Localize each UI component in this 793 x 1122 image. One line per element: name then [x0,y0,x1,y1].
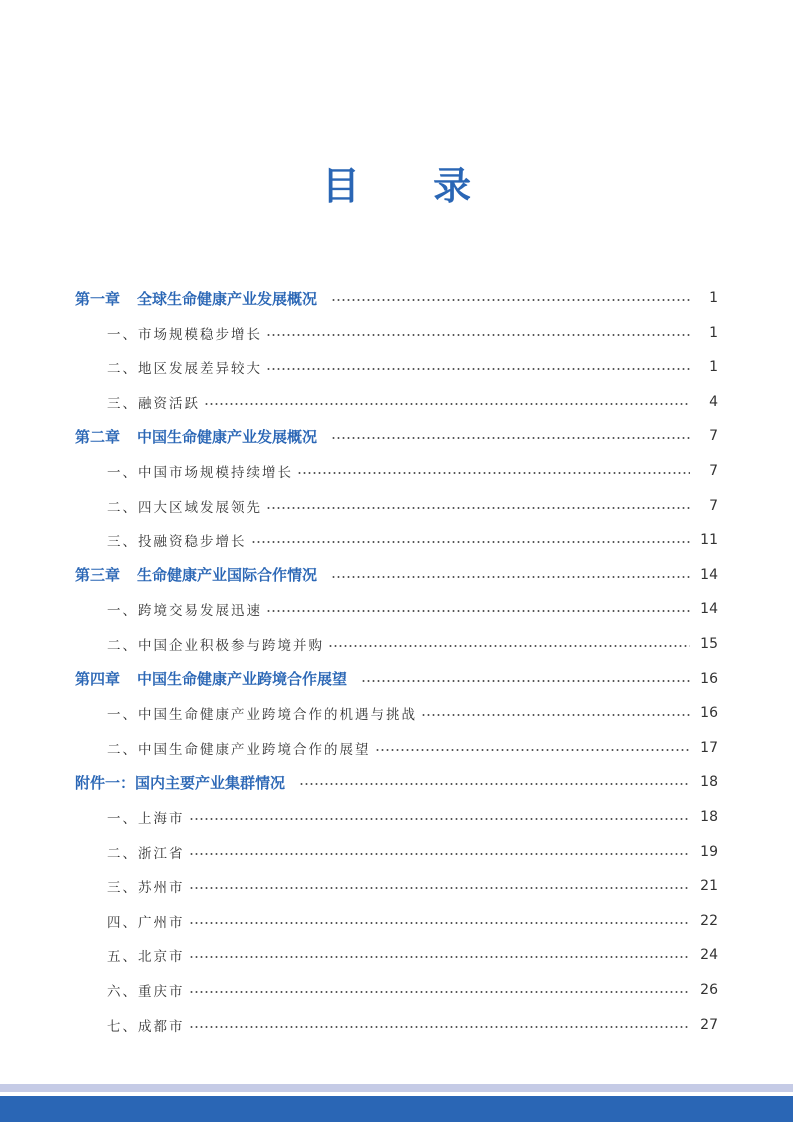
toc-section-entry[interactable] [107,316,718,350]
toc-leader-dots [266,610,690,612]
toc-section-entry[interactable] [107,938,718,972]
toc-chapter-text: 中国生命健康产业跨境合作展望 [137,670,348,689]
toc-section-entry[interactable] [107,973,718,1007]
toc-chapter-text: 生命健康产业国际合作情况 [137,566,318,585]
toc-section-entry[interactable] [107,627,718,661]
toc-chapter-entry[interactable] [75,662,718,696]
footer-band-dark [0,1096,793,1122]
toc-section-entry[interactable] [107,454,718,488]
toc-page-number: 22 [700,912,718,929]
toc-chapter-title [75,668,357,689]
toc-page-number: 1 [709,290,718,306]
toc-chapter-entry[interactable] [75,558,718,592]
toc-page-number: 21 [700,878,718,895]
footer-band-light [0,1084,793,1092]
toc-chapter-number: 第一章 [75,289,121,308]
toc-leader-dots [299,783,690,785]
toc-section-title: 一、中国市场规模持续增长 [107,465,293,481]
toc-section-title: 三、投融资稳步增长 [107,534,247,551]
toc-leader-dots [189,887,691,889]
toc-leader-dots [331,299,690,301]
toc-leader-dots [375,749,691,751]
toc-chapter-entry[interactable] [75,281,718,315]
toc-leader-dots [189,991,691,993]
toc-page-number: 15 [700,636,718,652]
toc-section-title: 五、北京市 [107,949,185,966]
toc-leader-dots [189,922,691,924]
toc-page-number: 7 [709,497,718,514]
toc-page-number: 27 [700,1016,718,1033]
toc-section-title: 一、中国生命健康产业跨境合作的机遇与挑战 [107,707,417,724]
toc-leader-dots [266,507,690,509]
toc-page-number: 7 [709,463,718,479]
toc-chapter-entry[interactable] [75,765,718,799]
toc-chapter-title [75,564,327,585]
toc-leader-dots [204,403,690,405]
toc-chapter-text: 全球生命健康产业发展概况 [137,289,318,308]
toc-section-title: 三、融资活跃 [107,395,200,412]
toc-section-title: 二、浙江省 [107,845,185,862]
toc-section-title: 四、广州市 [107,914,185,931]
toc-leader-dots [266,368,690,370]
toc-leader-dots [189,956,691,958]
toc-section-title: 一、市场规模稳步增长 [107,326,262,343]
toc-leader-dots [189,1026,691,1028]
toc-section-title: 七、成都市 [107,1018,185,1035]
toc-leader-dots [331,576,690,578]
toc-section-entry[interactable] [107,696,718,730]
toc-section-title: 二、地区发展差异较大 [107,361,262,378]
toc-leader-dots [189,818,691,820]
toc-section-entry[interactable] [107,835,718,869]
toc-chapter-text: 国内主要产业集群情况 [135,773,286,792]
toc-page-number: 14 [700,566,718,583]
toc-section-entry[interactable] [107,904,718,938]
toc-chapter-number: 第二章 [75,427,121,446]
toc-chapter-title [75,288,327,309]
toc-page-number: 14 [700,601,718,618]
toc-chapter-number: 第三章 [75,566,121,585]
toc-section-entry[interactable] [107,385,718,419]
toc-leader-dots [297,472,690,474]
toc-chapter-number: 第四章 [75,670,121,689]
toc-page-number: 26 [700,982,718,998]
toc-section-title: 三、苏州市 [107,880,185,897]
toc-leader-dots [266,334,690,336]
toc-section-entry[interactable] [107,523,718,557]
toc-section-entry[interactable] [107,800,718,834]
toc-section-entry[interactable] [107,489,718,523]
toc-leader-dots [328,645,690,647]
toc-chapter-text: 中国生命健康产业发展概况 [137,427,318,446]
toc-leader-dots [331,437,690,439]
toc-page-number: 16 [700,705,718,722]
toc-section-title: 一、跨境交易发展迅速 [107,603,262,620]
toc-page-number: 1 [709,359,718,376]
toc-chapter-title [75,772,295,793]
toc-section-entry[interactable] [107,731,718,765]
toc-section-title: 二、中国生命健康产业跨境合作的展望 [107,741,371,758]
toc-page-number: 16 [700,670,718,687]
toc-section-entry[interactable] [107,592,718,626]
toc-page-number: 7 [709,428,718,445]
toc-page-number: 18 [700,774,718,791]
page-title: 目 录 [321,164,502,208]
toc-page-number: 4 [709,393,718,410]
toc-page-number: 1 [709,324,718,341]
toc-leader-dots [189,853,691,855]
toc-section-title: 二、中国企业积极参与跨境并购 [107,638,324,654]
toc-page-number: 18 [700,809,718,825]
toc-page-number: 24 [700,947,718,964]
toc-page-number: 19 [700,843,718,860]
toc-chapter-title [75,426,327,447]
toc-leader-dots [421,714,690,716]
toc-section-title: 一、上海市 [107,811,185,827]
toc-page-number: 11 [700,532,718,549]
toc-section-entry[interactable] [107,350,718,384]
toc-page-number: 17 [700,739,718,756]
toc-chapter-number: 附件一： [75,773,136,792]
toc-leader-dots [251,541,691,543]
toc-section-entry[interactable] [107,869,718,903]
toc-section-title: 六、重庆市 [107,984,185,1000]
toc-section-title: 二、四大区域发展领先 [107,499,262,516]
toc-leader-dots [361,680,690,682]
toc-chapter-entry[interactable] [75,419,718,453]
toc-section-entry[interactable] [107,1008,718,1042]
